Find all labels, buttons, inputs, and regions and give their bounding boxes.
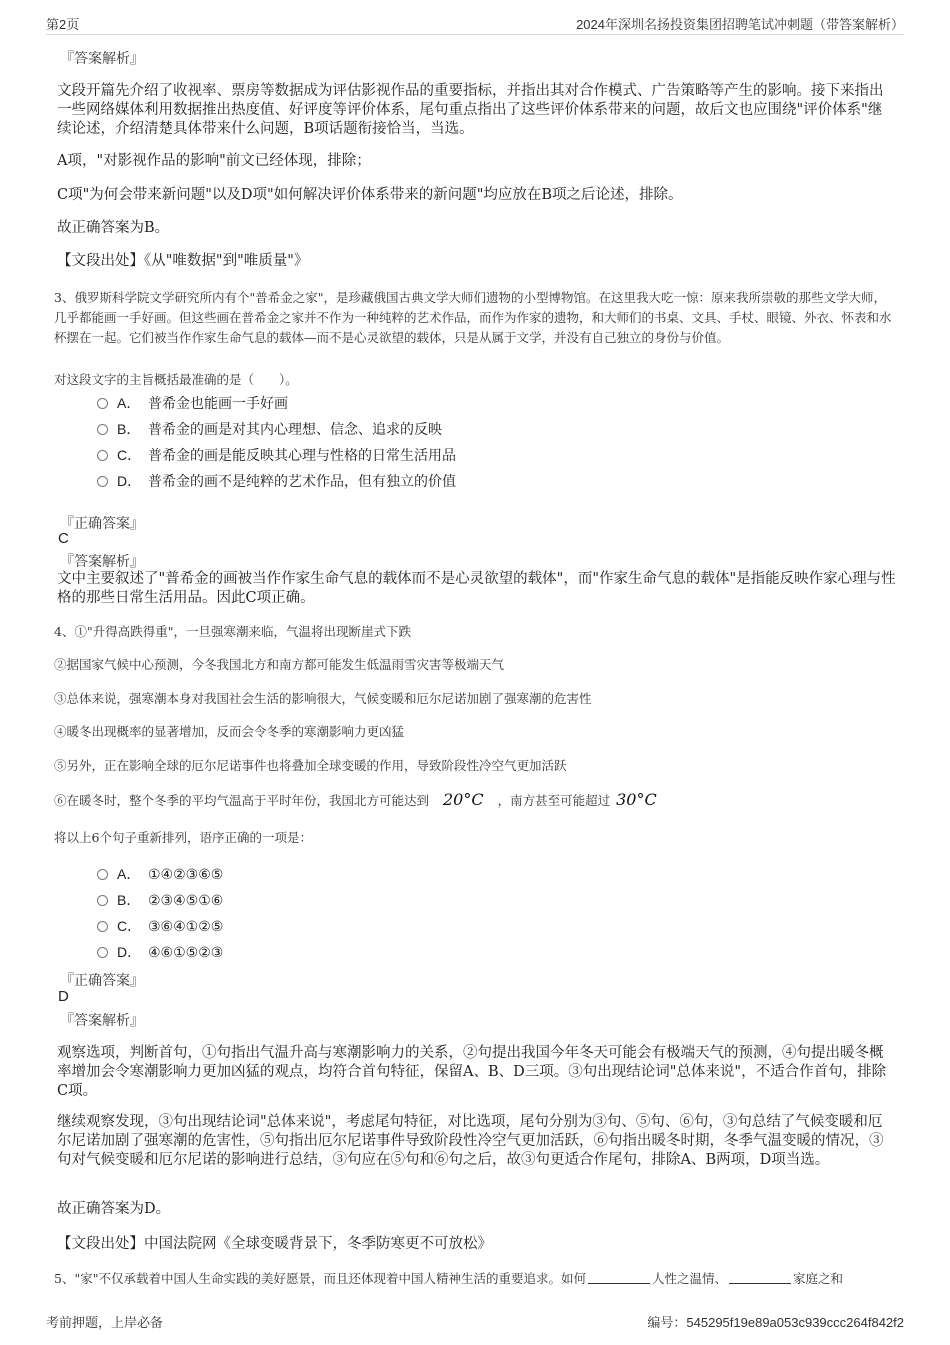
radio-icon[interactable] — [97, 947, 108, 958]
q2-analysis-p4: 故正确答案为B。 — [57, 220, 170, 236]
q3-option-c[interactable]: C． 普希金的画是能反映其心理与性格的日常生活用品 — [97, 445, 456, 465]
page-footer — [46, 1312, 904, 1332]
q4-sentence-2: ②据国家气候中心预测，今冬我国北方和南方都可能发生低温雨雪灾害等极端天气 — [54, 657, 505, 672]
q2-source: 【文段出处】《从"唯数据"到"唯质量"》 — [57, 253, 309, 269]
q3-stem: 3、俄罗斯科学院文学研究所内有个"普希金之家"，是珍藏俄国古典文学大师们遗物的小型博物馆。在这里我大吃一惊：原来我所崇敬的那些文学大师，几乎都能画一手好画。但这些画在普希金之家并不作为一种纯粹的艺术作品，而作为作家的遗物，和大师们的书桌、文具、手杖、眼镜、外衣、怀表和水杯摆在一起。它们被当作作家生命气息的载体—而不是心灵欲望的载体，只是从属于文学，并没有自己独立的身份与价值。 — [54, 290, 892, 345]
q4-sentence-3: ③总体来说，强寒潮本身对我国社会生活的影响很大，气候变暖和厄尔尼诺加剧了强寒潮的危害性 — [54, 691, 592, 706]
radio-icon[interactable] — [97, 476, 108, 487]
q4-sentence-4: ④暖冬出现概率的显著增加，反而会令冬季的寒潮影响力更凶猛 — [54, 724, 405, 739]
radio-icon[interactable] — [97, 895, 108, 906]
q4-question: 将以上6个句子重新排列，语序正确的一项是： — [54, 830, 312, 845]
q4-option-c[interactable]: C． ③⑥④①②⑤ — [97, 916, 223, 936]
footer-slogan: 考前押题，上岸必备 — [46, 1315, 164, 1330]
q4-analysis-p3: 故正确答案为D。 — [57, 1201, 171, 1217]
q3-analysis: 文中主要叙述了"普希金的画被当作作家生命气息的载体而不是心灵欲望的载体"，而"作家生命气息的载体"是指能反映作家心理与性格的那些日常生活用品。因此C项正确。 — [57, 571, 896, 606]
temperature-north: 20°C — [443, 790, 484, 809]
q4-sentence-6: ⑥在暖冬时，整个冬季的平均气温高于平时年份，我国北方可能达到 20°C ，南方甚至可能超过 30°C — [54, 790, 657, 809]
document-title: 2024年深圳名扬投资集团招聘笔试冲刺题（带答案解析） — [576, 17, 904, 32]
q4-answer-label: 『正确答案』 — [60, 973, 144, 989]
q2-analysis-p1: 文段开篇先介绍了收视率、票房等数据成为评估影视作品的重要指标，并指出其对合作模式、广告策略等产生的影响。接下来指出一些网络媒体利用数据推出热度值、好评度等评价体系，尾句重点指出了这些评价体系带来的问题，故后文也应围绕"评价体系"继续论述，介绍清楚具体带来什么问题，B项话题衔接恰当，当选。 — [57, 83, 884, 137]
q4-option-a[interactable]: A． ①④②③⑥⑤ — [97, 864, 223, 884]
q4-analysis-p1: 观察选项，判断首句，①句指出气温升高与寒潮影响力的关系，②句提出我国今年冬天可能会有极端天气的预测，④句提出暖冬概率增加会令寒潮影响力更加凶猛的观点，均符合首句特征，保留A、B、D三项。③句出现结论词"总体来说"，不适合作首句，排除C项。 — [57, 1045, 887, 1099]
q5-stem: 5、"家"不仅承载着中国人生命实践的美好愿景，而且还体现着中国人精神生活的重要追求。如何 人性之温情、 家庭之和 — [54, 1271, 843, 1286]
radio-icon[interactable] — [97, 921, 108, 932]
q3-answer-label: 『正确答案』 — [60, 516, 144, 532]
page-header — [46, 14, 904, 35]
fill-blank-1[interactable] — [588, 1271, 650, 1284]
q3-option-a[interactable]: A． 普希金也能画一手好画 — [97, 393, 288, 413]
q3-analysis-label: 『答案解析』 — [60, 554, 144, 570]
q4-source: 【文段出处】中国法院网《全球变暖背景下，冬季防寒更不可放松》 — [57, 1236, 492, 1252]
radio-icon[interactable] — [97, 450, 108, 461]
temperature-south: 30°C — [616, 790, 657, 809]
q2-analysis-p3: C项"为何会带来新问题"以及D项"如何解决评价体系带来的新问题"均应放在B项之后论述，排除。 — [57, 187, 683, 203]
q3-answer: C — [58, 530, 69, 547]
q3-question: 对这段文字的主旨概括最准确的是（ ）。 — [54, 372, 298, 387]
q4-option-b[interactable]: B． ②③④⑤①⑥ — [97, 890, 223, 910]
q2-analysis-p2: A项，"对影视作品的影响"前文已经体现，排除； — [57, 153, 371, 169]
q4-option-d[interactable]: D． ④⑥①⑤②③ — [97, 942, 223, 962]
q4-sentence-1: 4、①"升得高跌得重"，一旦强寒潮来临，气温将出现断崖式下跌 — [54, 624, 411, 639]
q4-answer: D — [58, 988, 69, 1005]
radio-icon[interactable] — [97, 869, 108, 880]
fill-blank-2[interactable] — [729, 1271, 791, 1284]
q2-analysis-label: 『答案解析』 — [60, 51, 144, 67]
document-code: 编号：545295f19e89a053c939ccc264f842f2 — [647, 1315, 904, 1330]
q4-sentence-5: ⑤另外，正在影响全球的厄尔尼诺事件也将叠加全球变暖的作用，导致阶段性冷空气更加活跃 — [54, 758, 567, 773]
q3-option-d[interactable]: D． 普希金的画不是纯粹的艺术作品，但有独立的价值 — [97, 471, 456, 491]
page-number: 第2页 — [46, 17, 80, 32]
q4-analysis-label: 『答案解析』 — [60, 1013, 144, 1029]
q4-analysis-p2: 继续观察发现，③句出现结论词"总体来说"，考虑尾句特征，对比选项，尾句分别为③句、⑤句、⑥句，③句总结了气候变暖和厄尔尼诺加剧了强寒潮的危害性，⑤句指出厄尔尼诺事件导致阶段性冷空气更加活跃，⑥句指出暖冬时期，冬季气温变暖的情况，③句对气候变暖和厄尔尼诺的影响进行总结，③句应在⑤句和⑥句之后，故③句更适合作尾句，排除A、B两项，D项当选。 — [57, 1114, 884, 1168]
q3-option-b[interactable]: B． 普希金的画是对其内心理想、信念、追求的反映 — [97, 419, 442, 439]
radio-icon[interactable] — [97, 424, 108, 435]
radio-icon[interactable] — [97, 398, 108, 409]
